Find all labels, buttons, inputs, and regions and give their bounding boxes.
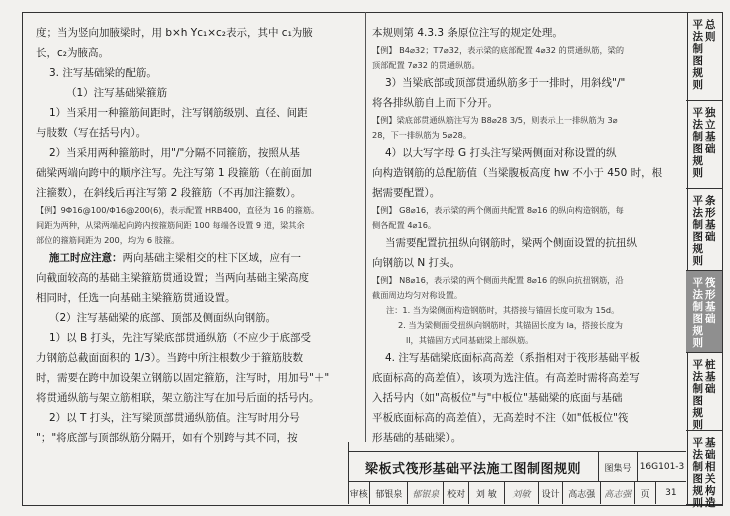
text-line: 2）以 T 打头，注写梁顶部贯通纵筋值。注写时用分号 xyxy=(49,412,300,424)
text-line: 底面标高的高差值），该项为选注值。有高差时需将高差写 xyxy=(372,372,640,384)
text-line: 相同时，任选一向基础主梁箍筋贯通设置。 xyxy=(36,292,236,304)
text-line: 长，c₂为腋高。 xyxy=(36,47,109,59)
text-line: 注箍数），在斜线后再注写第 2 段箍筋（不再加注箍数）。 xyxy=(36,187,302,199)
check-label: 校对 xyxy=(444,482,468,504)
text-line: 度；当为竖向加腋梁时，用 b×h Yc₁×c₂表示，其中 c₁为腋 xyxy=(36,27,313,39)
column-divider xyxy=(365,12,366,442)
page-label: 页 xyxy=(635,482,655,504)
text-line: （2）注写基础梁的底部、顶部及侧面纵向钢筋。 xyxy=(49,312,277,324)
text-line: 1）当采用一种箍筋间距时，注写钢筋级别、直径、间距 xyxy=(49,107,308,119)
tab-chapter-1[interactable] xyxy=(686,13,722,101)
text-line: 力钢筋总截面面积的 1/3）。当跨中所注根数少于箍筋肢数 xyxy=(36,352,303,364)
atlas-label: 图集号 xyxy=(599,452,638,482)
tab-chapter-3[interactable] xyxy=(686,189,722,271)
text-line: 28，下一排纵筋为 5⌀28。 xyxy=(372,130,472,140)
text-line: 将贯通纵筋与架立筋相联，架立筋注写在加号后面的括号内。 xyxy=(36,392,320,404)
text-line: 向构造钢筋的总配筋值（当梁腹板高度 hw 不小于 450 时，根 xyxy=(372,167,663,179)
text-line: 形基础的基础梁）。 xyxy=(372,432,462,444)
text-line: 向截面较高的基础主梁箍筋贯通设置；当两向基础主梁高度 xyxy=(36,272,309,284)
tab-label: 平 法 制 图 规 则 xyxy=(692,195,703,267)
tab-label: 平 法 制 图 规 则 xyxy=(692,437,703,509)
left-text-column xyxy=(36,23,358,448)
text-line: 2. 当为梁侧面受扭纵向钢筋时，其锚固长度为 la，搭接长度为 xyxy=(398,320,623,330)
text-line: 1）以 B 打头，先注写梁底部贯通纵筋（不应少于底部受 xyxy=(49,332,312,344)
text-line: 3）当梁底部或顶部贯通纵筋多于一排时，用斜线"/" xyxy=(385,77,626,89)
text-line: 注：1. 当为梁侧面构造钢筋时，其搭接与锚固长度可取为 15d。 xyxy=(386,305,620,315)
tab-label: 独 立 基 础 xyxy=(705,107,716,155)
text-line: 【例】 G8⌀16，表示梁的两个侧面共配置 8⌀16 的纵向构造钢筋，每 xyxy=(372,205,624,215)
tab-label: 平 法 制 图 规 则 xyxy=(692,277,703,349)
text-line: 平板底面标高的高差值），无高差时不注（如"低板位"筏 xyxy=(372,412,629,424)
tab-label: 基 础 相 关 构 造 xyxy=(705,437,716,509)
review-label: 审核 xyxy=(348,482,370,504)
text-line: 本规则第 4.3.3 条原位注写的规定处理。 xyxy=(372,27,563,39)
tab-chapter-4[interactable] xyxy=(686,271,722,353)
text-line: 入括号内（如"高板位"与"中板位"基础梁的底面与基础 xyxy=(372,392,623,404)
tab-label: 平 法 制 图 规 则 xyxy=(692,19,703,91)
text-line: 将各排纵筋自上而下分开。 xyxy=(372,97,498,109)
text-line: （1）注写基础梁箍筋 xyxy=(66,87,168,99)
tab-chapter-5[interactable] xyxy=(686,353,722,431)
text-line: 【例】 N8⌀16，表示梁的两个侧面共配置 8⌀16 的纵向抗扭钢筋，沿 xyxy=(372,275,624,285)
designer-signature: 高志强 xyxy=(601,482,635,504)
text-line: 顶部配置 7⌀32 的贯通纵筋。 xyxy=(372,60,480,70)
text-line: 4）以大写字母 G 打头注写梁两侧面对称设置的纵 xyxy=(385,147,617,159)
text-line: 【例】9Φ16@100/Φ16@200(6)，表示配置 HRB400，直径为 16 的箍筋。 xyxy=(36,205,320,215)
checker-signature: 刘敏 xyxy=(505,482,539,504)
text-line: 施工时应注意：两向基础主梁相交的柱下区域，应有一 xyxy=(49,252,301,264)
tab-label: 平 法 制 图 规 则 xyxy=(692,359,703,431)
text-line: 2）当采用两种箍筋时，用"/"分隔不同箍筋，按照从基 xyxy=(49,147,300,159)
text-line: 础梁两端向跨中的顺序注写。先注写第 1 段箍筋（在前面加 xyxy=(36,167,312,179)
text-line: 当需要配置抗扭纵向钢筋时，梁两个侧面设置的抗扭纵 xyxy=(385,237,637,249)
text-line: 据需要配置）。 xyxy=(372,187,441,199)
text-line: 间距为两种，从梁两端起向跨内按箍筋间距 100 每端各设置 9 道，梁其余 xyxy=(36,220,305,230)
checker-name: 刘 敏 xyxy=(469,482,505,504)
text-line: 4. 注写基础梁底面标高高差（系指相对于筏形基础平板 xyxy=(385,352,640,364)
tab-label: 条 形 基 础 xyxy=(705,195,716,243)
tab-label: 平 法 制 图 规 则 xyxy=(692,107,703,179)
tab-label: 桩 基 础 xyxy=(705,359,716,395)
text-line: 截面周边均匀对称设置。 xyxy=(372,290,463,300)
text-line: 3. 注写基础梁的配筋。 xyxy=(49,67,157,79)
text-line: 部位的箍筋间距为 200，均为 6 肢箍。 xyxy=(36,235,180,245)
document-title: 梁板式筏形基础平法施工图制图规则 xyxy=(348,452,599,482)
text-line: ll，其锚固方式同基础梁上部纵筋。 xyxy=(406,335,534,345)
text-line: 与肢数（写在括号内）。 xyxy=(36,127,147,139)
reviewer-name: 郁银泉 xyxy=(370,482,408,504)
tab-chapter-6[interactable] xyxy=(686,431,722,509)
page-number: 31 xyxy=(665,488,677,498)
text-line: 时，需要在跨中加设架立钢筋以固定箍筋，注写时，用加号"＋" xyxy=(36,372,330,384)
chapter-tabs xyxy=(686,12,723,509)
text-line: 侧各配置 4⌀16。 xyxy=(372,220,437,230)
tab-label: 总 则 xyxy=(705,19,716,43)
text-line: 向钢筋以 N 打头。 xyxy=(372,257,461,269)
title-block xyxy=(348,451,686,482)
text-line: "；"将底部与顶部纵筋分隔开，如有个别跨与其不同，按 xyxy=(36,432,298,444)
atlas-number: 16G101-3 xyxy=(639,462,685,472)
tab-label: 筏 形 基 础 xyxy=(705,277,716,325)
designer-name: 高志强 xyxy=(563,482,601,504)
tab-chapter-2[interactable] xyxy=(686,101,722,189)
text-line: 【例】 B4⌀32；T7⌀32，表示梁的底部配置 4⌀32 的贯通纵筋，梁的 xyxy=(372,45,625,55)
right-text-column xyxy=(372,23,684,448)
signature-row xyxy=(348,481,686,504)
reviewer-signature: 郁银泉 xyxy=(408,482,444,504)
design-label: 设计 xyxy=(539,482,563,504)
text-line: 【例】梁底部贯通纵筋注写为 B8⌀28 3/5，则表示上一排纵筋为 3⌀ xyxy=(372,115,618,125)
